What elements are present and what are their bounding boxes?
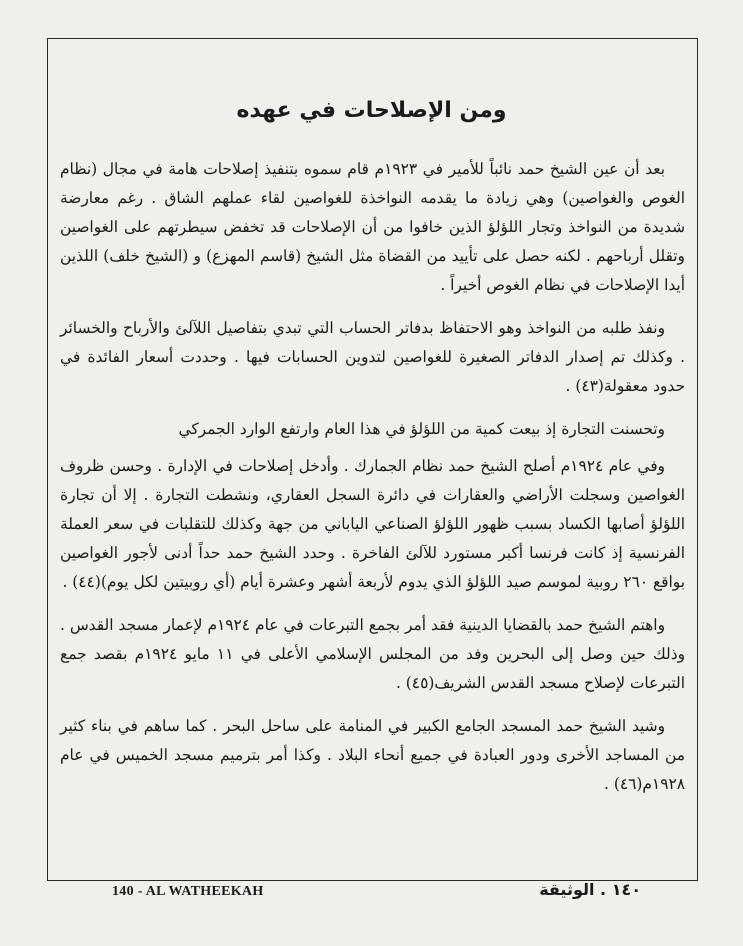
footer-page-label-arabic: ١٤٠ . الوثيقة xyxy=(539,880,641,899)
paragraph: وفي عام ١٩٢٤م أصلح الشيخ حمد نظام الجمارك . وأدخل إصلاحات في الإدارة . وحسن ظروف الغواصين وسجلت الأراضي والعقارات في دائرة السجل العقاري، ونشطت التجارة . إلا أن تجارة اللؤلؤ أصابها الكساد بسبب ظهور اللؤلؤ الصناعي الياباني من جهة وكذلك للتقلبات في سعر العملة الفرنسية إذ كانت فرنسا أكبر مستورد للآلئ الفاخرة . وحدد الشيخ حمد حداً أدنى لأجور الغواصين بواقع ٢٦٠ روبية لموسم صيد اللؤلؤ الذي يدوم لأربعة أشهر وعشرة أيام (أي روبيتين لكل يوم)(٤٤) . xyxy=(60,457,685,591)
paragraph: وتحسنت التجارة إذ بيعت كمية من اللؤلؤ في هذا العام وارتفع الوارد الجمركي xyxy=(178,420,665,438)
paragraph: وشيد الشيخ حمد المسجد الجامع الكبير في المنامة على ساحل البحر . كما ساهم في بناء كثير من المساجد الأخرى ودور العبادة في جميع أنحاء البلاد . وكذا أمر بترميم مسجد الخميس في عام ١٩٢٨م(٤٦) . xyxy=(60,717,685,793)
article-body xyxy=(60,155,685,813)
paragraph: بعد أن عين الشيخ حمد نائباً للأمير في ١٩٢٣م قام سموه بتنفيذ إصلاحات هامة في مجال (نظام الغوص والغواصين) وهي زيادة ما يقدمه النواخذة للغواصين لقاء عملهم الشاق . رغم معارضة شديدة من النواخذ وتجار اللؤلؤ الذين خافوا من أن الإصلاحات قد تخفض سيطرتهم على الغواصين وتقلل أرباحهم . لكنه حصل على تأييد من القضاة مثل الشيخ (قاسم المهزع) و (الشيخ خلف) اللذين أيدا الإصلاحات في نظام الغوص أخيراً . xyxy=(60,160,685,294)
paragraph: ونفذ طلبه من النواخذ وهو الاحتفاظ بدفاتر الحساب التي تبدي بتفاصيل اللآلئ والأرباح والخسائر . وكذلك تم إصدار الدفاتر الصغيرة للغواصين لتدوين الحسابات فيها . وحددت أسعار الفائدة في حدود معقولة(٤٣) . xyxy=(60,319,685,395)
paragraph: واهتم الشيخ حمد بالقضايا الدينية فقد أمر بجمع التبرعات في عام ١٩٢٤م لإعمار مسجد القدس . وذلك حين وصل إلى البحرين وفد من المجلس الإسلامي الأعلى في ١١ مايو ١٩٢٤م بقصد جمع التبرعات لإصلاح مسجد القدس الشريف(٤٥) . xyxy=(60,616,686,692)
footer-page-label-latin: 140 - AL WATHEEKAH xyxy=(112,884,264,899)
section-heading: ومن الإصلاحات في عهده xyxy=(236,98,507,123)
